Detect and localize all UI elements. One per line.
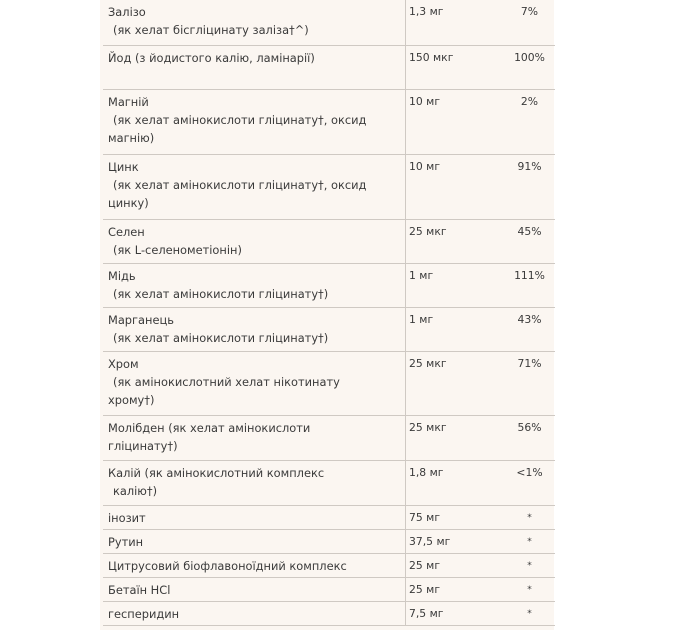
- nutrient-name: [103, 460, 406, 505]
- nutrient-label: Йод (з йодистого калію, ламінарії): [108, 50, 315, 65]
- nutrient-name: [103, 553, 406, 577]
- nutrient-label: Залізо: [108, 5, 146, 19]
- nutrient-amount: 1 мг: [406, 307, 505, 351]
- table-row: [103, 45, 555, 89]
- nutrient-detail: цинку): [108, 195, 149, 210]
- nutrient-label: Калій (як амінокислотний комплекс: [108, 465, 325, 480]
- nutrient-amount: 1,8 мг: [406, 460, 505, 505]
- daily-value: *: [504, 529, 555, 553]
- nutrient-detail: (як хелат амінокислоти гліцинату†): [113, 330, 329, 345]
- nutrient-name: [103, 45, 406, 89]
- nutrient-amount: 10 мг: [406, 89, 505, 154]
- nutrient-amount: 75 мг: [406, 505, 505, 529]
- nutrient-detail: (як L-селенометіонін): [113, 242, 242, 257]
- table-row: [103, 415, 555, 460]
- nutrient-name: [103, 505, 406, 529]
- nutrient-detail: хрому†): [108, 392, 155, 407]
- nutrient-amount: 1 мг: [406, 263, 505, 307]
- nutrient-detail: калію†): [113, 483, 158, 498]
- nutrient-amount: 25 мкг: [406, 415, 505, 460]
- nutrient-label: Цинк: [108, 159, 139, 174]
- nutrient-name: [103, 577, 406, 601]
- table-row: [103, 307, 555, 351]
- nutrient-name: [103, 219, 406, 263]
- table-row: [103, 263, 555, 307]
- nutrient-detail: (як амінокислотний хелат нікотинату: [113, 374, 340, 389]
- nutrient-amount: 10 мг: [406, 154, 505, 219]
- nutrient-label: Рутин: [108, 534, 144, 549]
- nutrient-amount: 25 мкг: [406, 219, 505, 263]
- table-row: [103, 460, 555, 505]
- table-row: [103, 577, 555, 601]
- nutrient-detail: (як хелат амінокислоти гліцинату†, оксид: [113, 112, 367, 127]
- nutrient-amount: 1,3 мг: [406, 0, 505, 45]
- daily-value: 2%: [504, 89, 555, 154]
- daily-value: 111%: [504, 263, 555, 307]
- daily-value: 91%: [504, 154, 555, 219]
- daily-value: 45%: [504, 219, 555, 263]
- nutrient-name: [103, 351, 406, 415]
- nutrient-name: [103, 601, 406, 625]
- nutrient-label: інозит: [108, 510, 146, 525]
- nutrient-detail: (як хелат амінокислоти гліцинату†): [113, 286, 329, 301]
- daily-value: 56%: [504, 415, 555, 460]
- nutrient-name: [103, 415, 406, 460]
- nutrient-name: [103, 529, 406, 553]
- daily-value: *: [504, 601, 555, 625]
- nutrient-name: [103, 307, 406, 351]
- nutrient-amount: 150 мкг: [406, 45, 505, 89]
- daily-value: 71%: [504, 351, 555, 415]
- daily-value: 43%: [504, 307, 555, 351]
- table-row: [103, 601, 555, 625]
- nutrient-label: Мідь: [108, 268, 136, 283]
- table-row: [103, 351, 555, 415]
- nutrient-label: Хром: [108, 356, 139, 371]
- nutrient-name: [103, 263, 406, 307]
- nutrient-amount: 7,5 мг: [406, 601, 505, 625]
- table-row: [103, 505, 555, 529]
- nutrient-amount: 25 мкг: [406, 351, 505, 415]
- daily-value: *: [504, 577, 555, 601]
- nutrient-name: [103, 89, 406, 154]
- nutrient-name: [103, 154, 406, 219]
- nutrient-name: [103, 0, 406, 45]
- nutrient-label: Бетаїн HCl: [108, 582, 171, 597]
- table-row: [103, 89, 555, 154]
- table-row: [103, 0, 555, 45]
- nutrient-label: Цитрусовий біофлавоноїдний комплекс: [108, 558, 347, 573]
- supplement-facts-table: [103, 0, 555, 626]
- nutrient-detail: (як хелат амінокислоти гліцинату†, оксид: [113, 177, 367, 192]
- daily-value: *: [504, 553, 555, 577]
- nutrient-detail: гліцинату†): [108, 438, 178, 453]
- nutrient-amount: 37,5 мг: [406, 529, 505, 553]
- nutrient-label: гесперидин: [108, 606, 180, 621]
- nutrient-label: Селен: [108, 224, 145, 239]
- table-row: [103, 529, 555, 553]
- nutrient-amount: 25 мг: [406, 553, 505, 577]
- nutrient-detail: (як хелат бісгліцинату заліза†^): [113, 23, 309, 37]
- table-row: [103, 219, 555, 263]
- daily-value: 100%: [504, 45, 555, 89]
- nutrient-detail: магнію): [108, 130, 155, 145]
- nutrient-label: Магній: [108, 94, 149, 109]
- nutrient-label: Молібден (як хелат амінокислоти: [108, 420, 311, 435]
- daily-value: 7%: [504, 0, 555, 45]
- daily-value: <1%: [504, 460, 555, 505]
- table-row: [103, 553, 555, 577]
- table-row: [103, 154, 555, 219]
- daily-value: *: [504, 505, 555, 529]
- nutrient-amount: 25 мг: [406, 577, 505, 601]
- nutrient-label: Марганець: [108, 312, 174, 327]
